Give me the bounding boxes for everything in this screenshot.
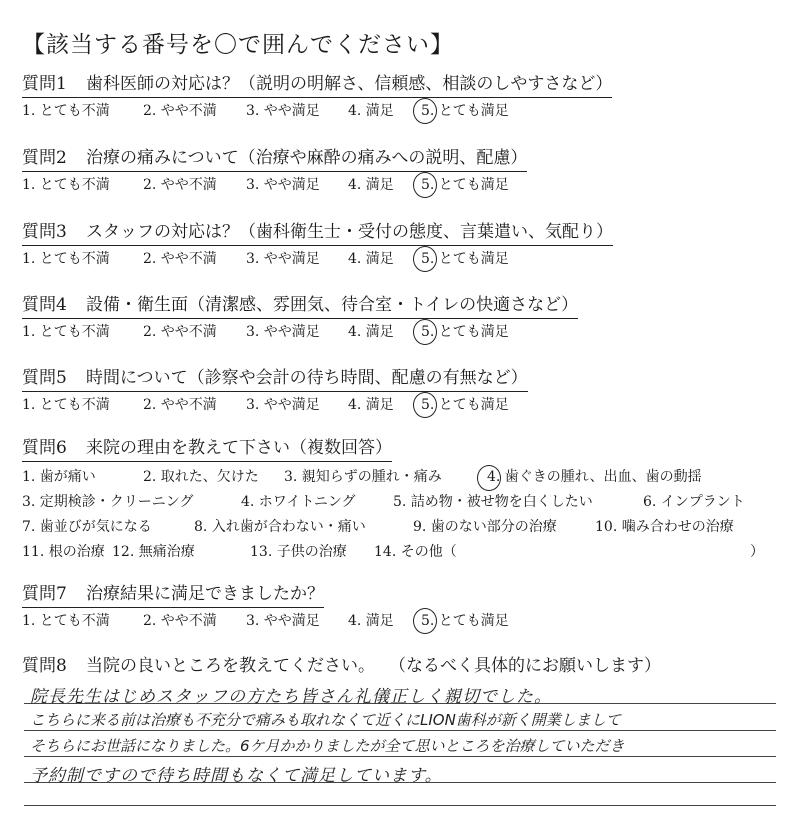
reason-row bbox=[22, 465, 782, 490]
reason-option[interactable]: 3. 定期検診・クリーニング bbox=[22, 494, 194, 510]
option-row bbox=[22, 321, 782, 345]
question-label: 質問7 bbox=[22, 584, 67, 604]
question-title: 治療の痛みについて（治療や麻酔の痛みへの説明、配慮） bbox=[86, 148, 528, 168]
question-label: 質問5 bbox=[22, 368, 67, 388]
reason-option[interactable]: 5. 詰め物・被せ物を白くしたい bbox=[393, 494, 593, 510]
selection-circle bbox=[413, 246, 437, 272]
option-2[interactable]: 2. やや不満 bbox=[143, 613, 217, 629]
reason-option[interactable]: 1. 歯が痛い bbox=[22, 469, 96, 485]
answer-line bbox=[24, 730, 776, 731]
option-4[interactable]: 4. 満足 bbox=[348, 103, 394, 119]
option-2[interactable]: 2. やや不満 bbox=[143, 324, 217, 340]
reason-option[interactable]: 10. 噛み合わせの治療 bbox=[595, 519, 734, 535]
option-1[interactable]: 1. とても不満 bbox=[22, 613, 110, 629]
option-1[interactable]: 1. とても不満 bbox=[22, 324, 110, 340]
question-3 bbox=[22, 220, 782, 272]
option-5[interactable]: 5. とても満足 bbox=[421, 613, 509, 629]
option-3[interactable]: 3. やや満足 bbox=[246, 397, 320, 413]
selection-circle bbox=[413, 319, 437, 345]
question-2 bbox=[22, 146, 782, 198]
reason-option[interactable]: 2. 取れた、欠けた bbox=[143, 469, 259, 485]
option-5[interactable]: 5. とても満足 bbox=[421, 397, 509, 413]
option-4[interactable]: 4. 満足 bbox=[348, 613, 394, 629]
option-4[interactable]: 4. 満足 bbox=[348, 177, 394, 193]
reason-row bbox=[22, 540, 782, 565]
question-label: 質問1 bbox=[22, 74, 67, 94]
reason-option[interactable]: 4. 歯ぐきの腫れ、出血、歯の動揺 bbox=[487, 469, 702, 485]
question-5 bbox=[22, 366, 782, 418]
selection-circle bbox=[477, 465, 501, 491]
question-label: 質問4 bbox=[22, 295, 67, 315]
reason-option[interactable]: 12. 無痛治療 bbox=[112, 544, 195, 560]
reason-option[interactable]: 13. 子供の治療 bbox=[250, 544, 347, 560]
option-2[interactable]: 2. やや不満 bbox=[143, 251, 217, 267]
reason-option[interactable]: 11. 根の治療 bbox=[22, 544, 105, 560]
reason-row bbox=[22, 490, 782, 515]
reason-option[interactable]: 9. 歯のない部分の治療 bbox=[413, 519, 557, 535]
question-8 bbox=[22, 654, 782, 678]
selection-circle bbox=[413, 608, 437, 634]
option-4[interactable]: 4. 満足 bbox=[348, 251, 394, 267]
reason-option[interactable]: 7. 歯並びが気になる bbox=[22, 519, 152, 535]
question-5-heading bbox=[22, 366, 528, 392]
option-4[interactable]: 4. 満足 bbox=[348, 324, 394, 340]
question-label: 質問8 bbox=[22, 656, 67, 676]
reason-option[interactable]: 4. ホワイトニング bbox=[241, 494, 356, 510]
question-3-heading bbox=[22, 220, 613, 246]
reason-option-other[interactable]: 14. その他（ bbox=[374, 544, 457, 560]
option-3[interactable]: 3. やや満足 bbox=[246, 177, 320, 193]
reason-option[interactable]: 3. 親知らずの腫れ・痛み bbox=[284, 469, 442, 485]
question-7-heading bbox=[22, 582, 324, 608]
option-5[interactable]: 5. とても満足 bbox=[421, 103, 509, 119]
question-label: 質問2 bbox=[22, 148, 67, 168]
question-1 bbox=[22, 72, 782, 124]
question-label: 質問6 bbox=[22, 438, 67, 458]
handwritten-answer-line: 院長先生はじめスタッフの方たち皆さん礼儀正しく親切でした。 bbox=[30, 687, 552, 707]
selection-circle bbox=[413, 392, 437, 418]
reason-row bbox=[22, 515, 782, 540]
reason-option[interactable]: 6. インプラント bbox=[643, 494, 745, 510]
option-row bbox=[22, 174, 782, 198]
option-1[interactable]: 1. とても不満 bbox=[22, 397, 110, 413]
question-7 bbox=[22, 582, 782, 634]
option-1[interactable]: 1. とても不満 bbox=[22, 251, 110, 267]
selection-circle bbox=[413, 172, 437, 198]
answer-line bbox=[24, 805, 776, 806]
option-row bbox=[22, 610, 782, 634]
option-3[interactable]: 3. やや満足 bbox=[246, 251, 320, 267]
question-4 bbox=[22, 293, 782, 345]
question-note: （なるべく具体的にお願いします） bbox=[389, 656, 661, 676]
option-5[interactable]: 5. とても満足 bbox=[421, 177, 509, 193]
reason-options bbox=[22, 465, 782, 565]
option-5[interactable]: 5. とても満足 bbox=[421, 324, 509, 340]
option-3[interactable]: 3. やや満足 bbox=[246, 324, 320, 340]
option-3[interactable]: 3. やや満足 bbox=[246, 613, 320, 629]
reason-option[interactable]: 8. 入れ歯が合わない・痛い bbox=[194, 519, 366, 535]
question-title: 来院の理由を教えて下さい（複数回答） bbox=[86, 438, 392, 458]
option-5[interactable]: 5. とても満足 bbox=[421, 251, 509, 267]
option-2[interactable]: 2. やや不満 bbox=[143, 103, 217, 119]
option-4[interactable]: 4. 満足 bbox=[348, 397, 394, 413]
selection-circle bbox=[413, 98, 437, 124]
handwritten-answer-line: 予約制ですので待ち時間もなくて満足しています。 bbox=[30, 766, 443, 786]
option-1[interactable]: 1. とても不満 bbox=[22, 177, 110, 193]
question-4-heading bbox=[22, 293, 578, 319]
question-1-heading bbox=[22, 72, 612, 98]
option-row bbox=[22, 248, 782, 272]
question-title: 時間について（診察や会計の待ち時間、配慮の有無など） bbox=[86, 368, 528, 388]
option-1[interactable]: 1. とても不満 bbox=[22, 103, 110, 119]
question-title: 治療結果に満足できましたか？ bbox=[86, 584, 324, 604]
question-title: 歯科医師の対応は？（説明の明解さ、信頼感、相談のしやすさなど） bbox=[86, 74, 613, 94]
other-close-paren: ） bbox=[750, 544, 764, 560]
handwritten-answer-line: そちらにお世話になりました。6ケ月かかりましたが全て思いところを治療していただき bbox=[30, 737, 625, 755]
question-2-heading bbox=[22, 146, 527, 172]
option-3[interactable]: 3. やや満足 bbox=[246, 103, 320, 119]
option-2[interactable]: 2. やや不満 bbox=[143, 177, 217, 193]
answer-line bbox=[24, 756, 776, 757]
handwritten-answer-line: こちらに来る前は治療も不充分で痛みも取れなくて近くにLION歯科が新く開業しまして bbox=[30, 711, 621, 729]
question-title: 設備・衛生面（清潔感、雰囲気、待合室・トイレの快適さなど） bbox=[86, 295, 579, 315]
question-title: 当院の良いところを教えてください。 bbox=[86, 656, 375, 676]
question-6-heading bbox=[22, 436, 392, 462]
option-row bbox=[22, 100, 782, 124]
question-6 bbox=[22, 436, 782, 565]
question-title: スタッフの対応は？（歯科衛生士・受付の態度、言葉遣い、気配り） bbox=[86, 222, 613, 242]
option-2[interactable]: 2. やや不満 bbox=[143, 397, 217, 413]
question-label: 質問3 bbox=[22, 222, 67, 242]
option-row bbox=[22, 394, 782, 418]
page-title: 【該当する番号を〇で囲んでください】 bbox=[22, 32, 454, 58]
